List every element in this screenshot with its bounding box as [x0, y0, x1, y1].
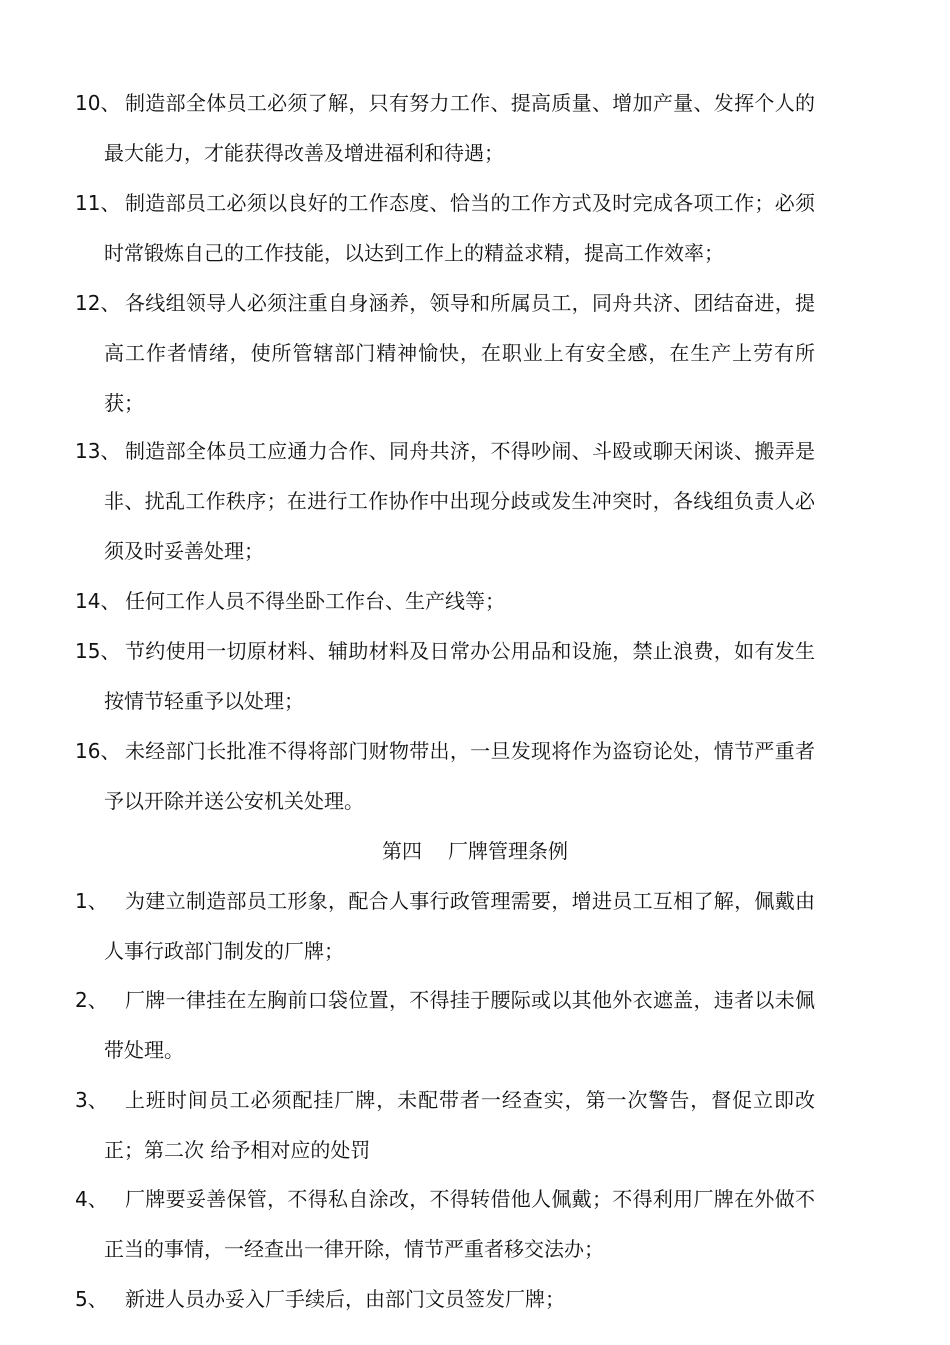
clause-15 — [75, 626, 815, 726]
clause-13 — [75, 426, 815, 576]
clause-text: 任何工作人员不得坐卧工作台、生产线等； — [125, 589, 505, 613]
clause-text: 制造部员工必须以良好的工作态度、恰当的工作方式及时完成各项工作；必须时常锻炼自己的工作技能，以达到工作上的精益求精，提高工作效率； — [104, 191, 815, 265]
clause-text: 上班时间员工必须配挂厂牌，未配带者一经查实，第一次警告，督促立即改正；第二次 给予相对应的处罚 — [104, 1088, 815, 1162]
clause-number: 11、 — [75, 191, 121, 215]
clause-number: 13、 — [75, 439, 121, 463]
clause-number: 15、 — [75, 639, 121, 663]
section-number: 第四 — [382, 839, 422, 863]
clause-text: 未经部门长批准不得将部门财物带出，一旦发现将作为盗窃论处，情节严重者予以开除并送公安机关处理。 — [104, 739, 815, 813]
clause-text: 厂牌要妥善保管，不得私自涂改，不得转借他人佩戴；不得利用厂牌在外做不正当的事情，一经查出一律开除，情节严重者移交法办； — [104, 1187, 815, 1261]
clause-text: 节约使用一切原材料、辅助材料及日常办公用品和设施，禁止浪费，如有发生按情节轻重予以处理； — [104, 639, 815, 713]
clause-14 — [75, 576, 815, 626]
clause-text: 厂牌一律挂在左胸前口袋位置，不得挂于腰际或以其他外衣遮盖，违者以未佩带处理。 — [104, 988, 815, 1062]
clause-text: 为建立制造部员工形象，配合人事行政管理需要，增进员工互相了解，佩戴由人事行政部门制发的厂牌； — [104, 889, 815, 963]
clause-16 — [75, 726, 815, 826]
clause-text: 制造部全体员工必须了解，只有努力工作、提高质量、增加产量、发挥个人的最大能力，才能获得改善及增进福利和待遇； — [104, 91, 815, 165]
badge-clause-5 — [75, 1274, 815, 1324]
clause-number: 1、 — [75, 889, 108, 913]
clause-number: 2、 — [75, 988, 108, 1012]
clause-10 — [75, 78, 815, 178]
clause-number: 12、 — [75, 291, 121, 315]
clause-number: 14、 — [75, 589, 121, 613]
clause-text: 各线组领导人必须注重自身涵养，领导和所属员工，同舟共济、团结奋进，提高工作者情绪，使所管辖部门精神愉快，在职业上有安全感，在生产上劳有所获； — [104, 291, 815, 415]
clause-number: 16、 — [75, 739, 121, 763]
badge-clause-2 — [75, 975, 815, 1075]
clause-11 — [75, 178, 815, 278]
clause-text: 新进人员办妥入厂手续后，由部门文员签发厂牌； — [125, 1287, 565, 1311]
badge-clause-1 — [75, 876, 815, 976]
clause-number: 4、 — [75, 1187, 108, 1211]
badge-clause-4 — [75, 1174, 815, 1274]
clause-12 — [75, 278, 815, 428]
section-title: 厂牌管理条例 — [448, 839, 568, 863]
badge-clause-3 — [75, 1075, 815, 1175]
section-heading — [0, 826, 950, 876]
clause-text: 制造部全体员工应通力合作、同舟共济，不得吵闹、斗殴或聊天闲谈、搬弄是非、扰乱工作秩序；在进行工作协作中出现分歧或发生冲突时，各线组负责人必须及时妥善处理； — [104, 439, 815, 563]
clause-number: 10、 — [75, 91, 121, 115]
clause-number: 3、 — [75, 1088, 108, 1112]
clause-number: 5、 — [75, 1287, 108, 1311]
